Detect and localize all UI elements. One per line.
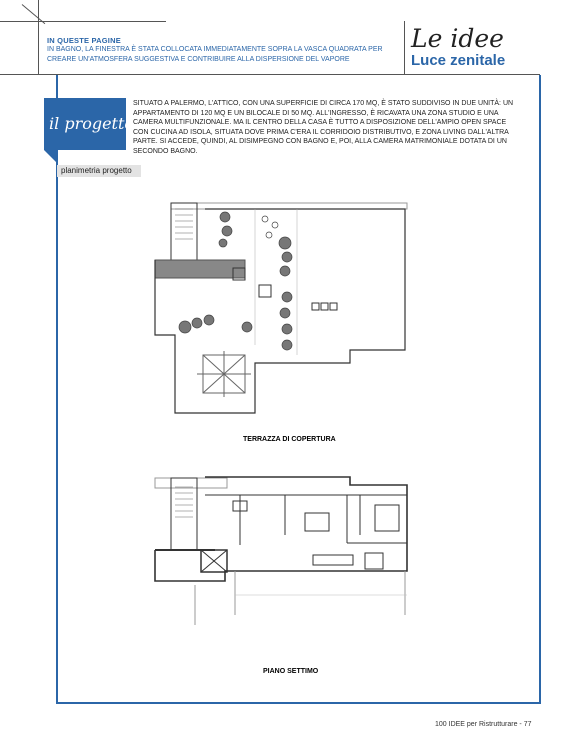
header-rule-vertical <box>38 0 39 74</box>
section-badge-text: il progetto <box>49 114 135 133</box>
header-rule-top <box>0 21 166 22</box>
header-label: IN QUESTE PAGINE <box>47 36 121 45</box>
section-badge-fold <box>44 150 56 162</box>
header-caption: IN BAGNO, LA FINESTRA È STATA COLLOCATA IMMEDIATAMENTE SOPRA LA VASCA QUADRATA PER CREARE UN'ATMOSFERA SUGGESTIVA E CONTRIBUIRE ALLA DISPERSIONE DEL VAPORE <box>47 46 383 63</box>
floor-plan-drawing <box>135 195 445 685</box>
section-body: SITUATO A PALERMO, L'ATTICO, CON UNA SUPERFICIE DI CIRCA 170 MQ, È STATO SUDDIVISO IN DUE UNITÀ: UN APPARTAMENTO DI 120 MQ E UN BILOCALE DI 50 MQ. ALL'INGRESSO, È RICAVATA UNA ZONA STUDIO E UNA CAMERA MULTIFUNZIONALE. MA IL CENTRO DELLA CASA È TUTTO A DISPOSIZIONE DELL'AMPIO OPEN SPACE CON CUCINA AD ISOLA, SITUATA DOVE PRIMA C'ERA IL CORRIDOIO DISTRIBUTIVO, E ZONA LIVING DALL'ALTRA PARTE. SI ACCEDE, QUINDI, AL DISIMPEGNO CON BAGNO E, POI, ALLA CAMERA MATRIMONIALE DOTATA DI UN SECONDO BAGNO. <box>133 100 514 155</box>
plan-label: planimetria progetto <box>57 165 141 177</box>
brand-subtitle: Luce zenitale <box>411 52 506 69</box>
plan-caption-terrace: TERRAZZA DI COPERTURA <box>243 436 336 443</box>
plan-caption-seventh-floor: PIANO SETTIMO <box>263 668 319 675</box>
page-footer: 100 IDEE per Ristrutturare - 77 <box>435 721 532 728</box>
brand-title: Le idee <box>411 24 504 53</box>
